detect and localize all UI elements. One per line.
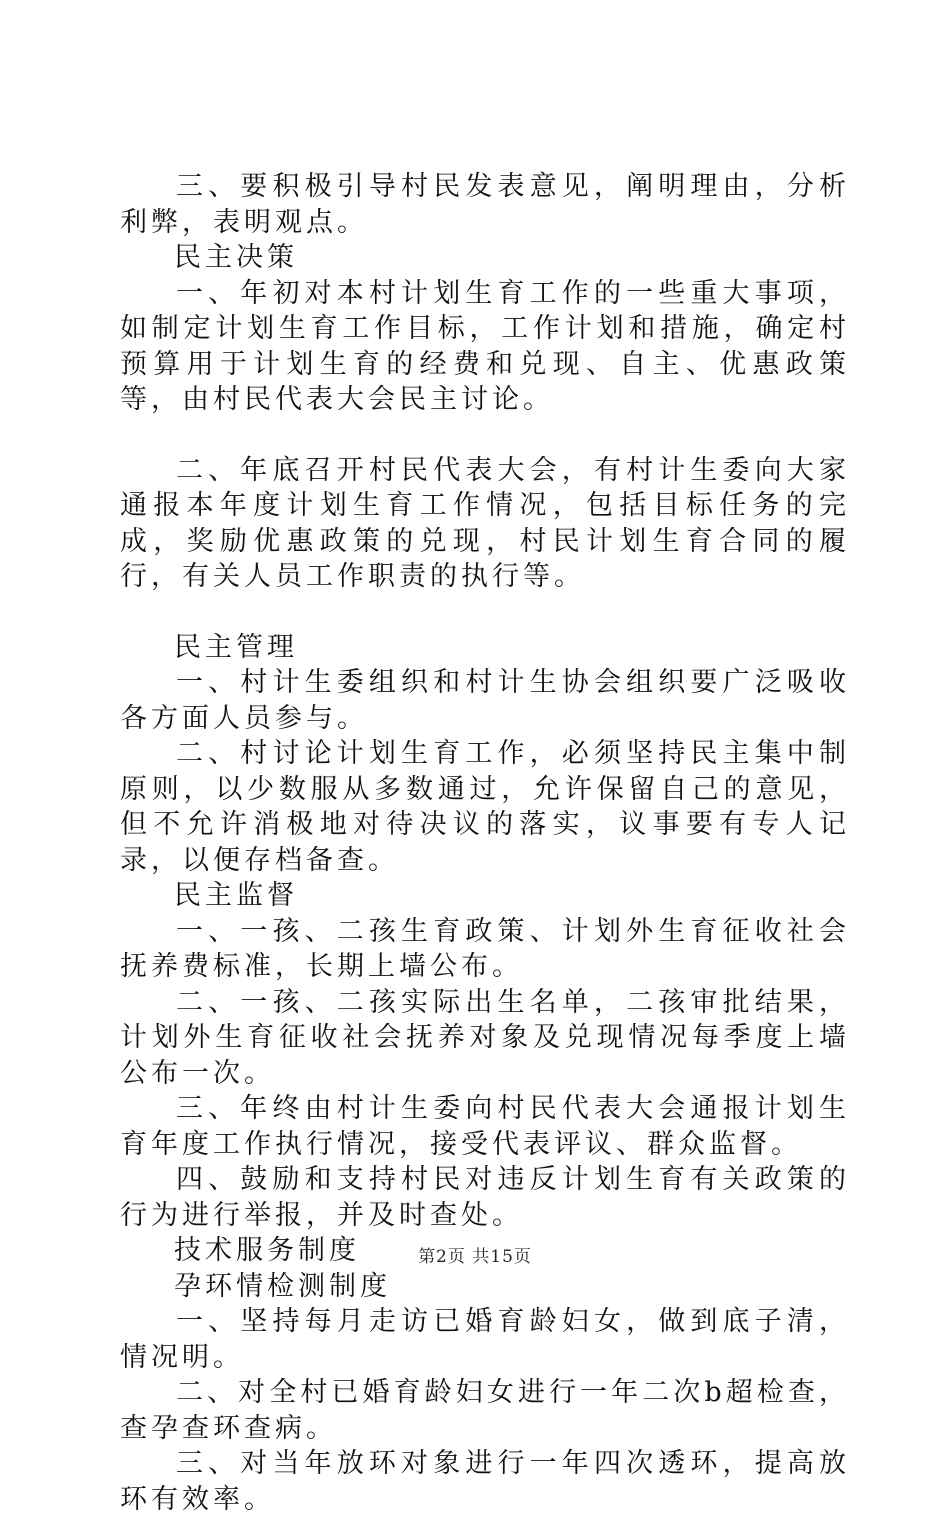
paragraph-monitoring-1: 一、坚持每月走访已婚育龄妇女，做到底子清，情况明。 (120, 1306, 850, 1373)
paragraph-supervision-4: 四、鼓励和支持村民对违反计划生育有关政策的行为进行举报，并及时查处。 (120, 1164, 850, 1231)
paragraph-management-1: 一、村计生委组织和村计生协会组织要广泛吸收各方面人员参与。 (120, 667, 850, 734)
paragraph-supervision-2: 二、一孩、二孩实际出生名单，二孩审批结果，计划外生育征收社会抚养对象及兑现情况每季度上墙公布一次。 (120, 986, 850, 1089)
page-number-footer: 第2页 共15页 (418, 1247, 532, 1267)
paragraph-monitoring-2: 二、对全村已婚育龄妇女进行一年二次b超检查，查孕查环查病。 (120, 1377, 850, 1444)
paragraph-gap (120, 595, 850, 630)
paragraph-decision-2: 二、年底召开村民代表大会，有村计生委向大家通报本年度计划生育工作情况，包括目标任务的完成，奖励优惠政策的兑现，村民计划生育合同的履行，有关人员工作职责的执行等。 (120, 454, 850, 592)
paragraph-gap (120, 418, 850, 453)
section-heading-democratic-management: 民主管理 (174, 631, 298, 663)
paragraph-monitoring-3: 三、对当年放环对象进行一年四次透环，提高放环有效率。 (120, 1448, 850, 1515)
paragraph-supervision-3: 三、年终由村计生委向村民代表大会通报计划生育年度工作执行情况，接受代表评议、群众监督。 (120, 1093, 850, 1160)
paragraph-decision-1: 一、年初对本村计划生育工作的一些重大事项，如制定计划生育工作目标，工作计划和措施，确定村预算用于计划生育的经费和兑现、自主、优惠政策等，由村民代表大会民主讨论。 (120, 277, 850, 415)
section-heading-democratic-supervision: 民主监督 (174, 880, 298, 911)
section-heading-monitoring: 孕环情检测制度 (174, 1270, 391, 1302)
section-heading-democratic-decision: 民主决策 (174, 242, 298, 273)
paragraph-3-opinions: 三、要积极引导村民发表意见，阐明理由，分析利弊，表明观点。 (120, 171, 850, 238)
document-body (120, 169, 850, 1517)
paragraph-management-2: 二、村讨论计划生育工作，必须坚持民主集中制原则，以少数服从多数通过，允许保留自己的意见，但不允许消极地对待决议的落实，议事要有专人记录，以便存档备查。 (120, 738, 850, 876)
section-heading-technical-service: 技术服务制度 (174, 1235, 360, 1266)
paragraph-supervision-1: 一、一孩、二孩生育政策、计划外生育征收社会抚养费标准，长期上墙公布。 (120, 915, 850, 982)
